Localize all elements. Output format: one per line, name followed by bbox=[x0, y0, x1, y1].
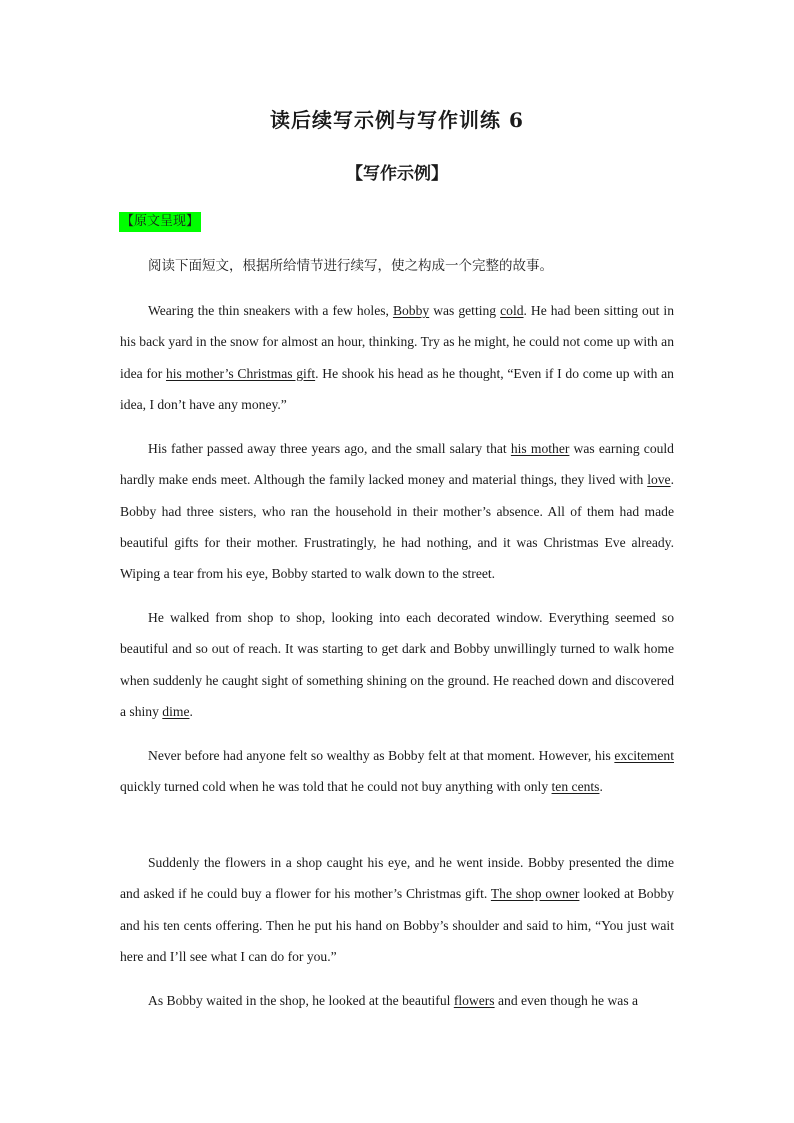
text-run: Wearing the thin sneakers with a few holes, bbox=[148, 303, 393, 318]
story-paragraph-3 bbox=[120, 602, 674, 727]
highlighted-section-tag: 【原文呈现】 bbox=[119, 212, 201, 232]
text-run: His father passed away three years ago, and the small salary that bbox=[148, 441, 511, 456]
text-run: was getting bbox=[429, 303, 501, 318]
underlined-word: love bbox=[647, 472, 671, 488]
text-run: . bbox=[189, 703, 193, 719]
underlined-word: his mother bbox=[510, 441, 570, 456]
underlined-word: dime bbox=[162, 703, 190, 719]
story-paragraph-5 bbox=[120, 847, 674, 972]
underlined-word: Bobby bbox=[392, 303, 430, 318]
document-title: 读后续写示例与写作训练 6 bbox=[270, 108, 524, 132]
text-run: was earning could hardly make ends meet. Although the family lacked money and material things, they lived with bbox=[120, 441, 674, 488]
story-paragraph-2 bbox=[120, 433, 674, 589]
story-paragraph-1 bbox=[120, 295, 674, 420]
text-run: . bbox=[599, 779, 603, 795]
text-run: quickly turned cold when he was told that he could not buy anything with only bbox=[120, 779, 552, 795]
text-run: . He had been sitting out in his back yard in the snow for almost an hour, thinking. Try as he might, he could not come up with an idea for bbox=[120, 303, 674, 381]
text-run: looked at Bobby and his ten cents offering. Then he put his hand on Bobby’s shoulder and said to him, “You just wait here and I’ll see what I can do for you.” bbox=[120, 886, 674, 964]
underlined-word: flowers bbox=[453, 993, 495, 1008]
text-run: . He shook his head as he thought, “Even if I do come up with an idea, I don’t have any money.” bbox=[120, 365, 674, 412]
underlined-word: The shop owner bbox=[490, 886, 580, 902]
underlined-word: cold bbox=[500, 303, 524, 318]
text-run: He walked from shop to shop, looking into each decorated window. Everything seemed so beautiful and so out of reach. It was starting to get dark and Bobby unwillingly turned to walk home when suddenly he caught sight of something shining on the ground. He reached down and discovered a shiny bbox=[120, 610, 674, 719]
underlined-word: ten cents bbox=[551, 779, 600, 795]
text-run: and even though he was a bbox=[494, 993, 639, 1008]
story-paragraph-6 bbox=[120, 985, 674, 1016]
underlined-word: his mother’s Christmas gift bbox=[165, 365, 316, 381]
text-run: . Bobby had three sisters, who ran the household in their mother’s absence. All of them had made beautiful gifts for their mother. Frustratingly, he had nothing, and it was Christmas Eve already. Wiping a tear from his eye, Bobby started to walk down to the street. bbox=[120, 472, 674, 582]
underlined-word: excitement bbox=[614, 748, 674, 763]
text-run: As Bobby waited in the shop, he looked at the beautiful bbox=[148, 993, 454, 1008]
section-heading: 【写作示例】 bbox=[346, 164, 448, 184]
story-paragraph-4 bbox=[120, 740, 674, 803]
instruction-text: 阅读下面短文，根据所给情节进行续写，使之构成一个完整的故事。 bbox=[148, 258, 553, 274]
text-run: Never before had anyone felt so wealthy as Bobby felt at that moment. However, his bbox=[148, 748, 615, 763]
text-run: Suddenly the flowers in a shop caught his eye, and he went inside. Bobby presented the dime and asked if he could buy a flower for his mother’s Christmas gift. bbox=[120, 855, 674, 902]
